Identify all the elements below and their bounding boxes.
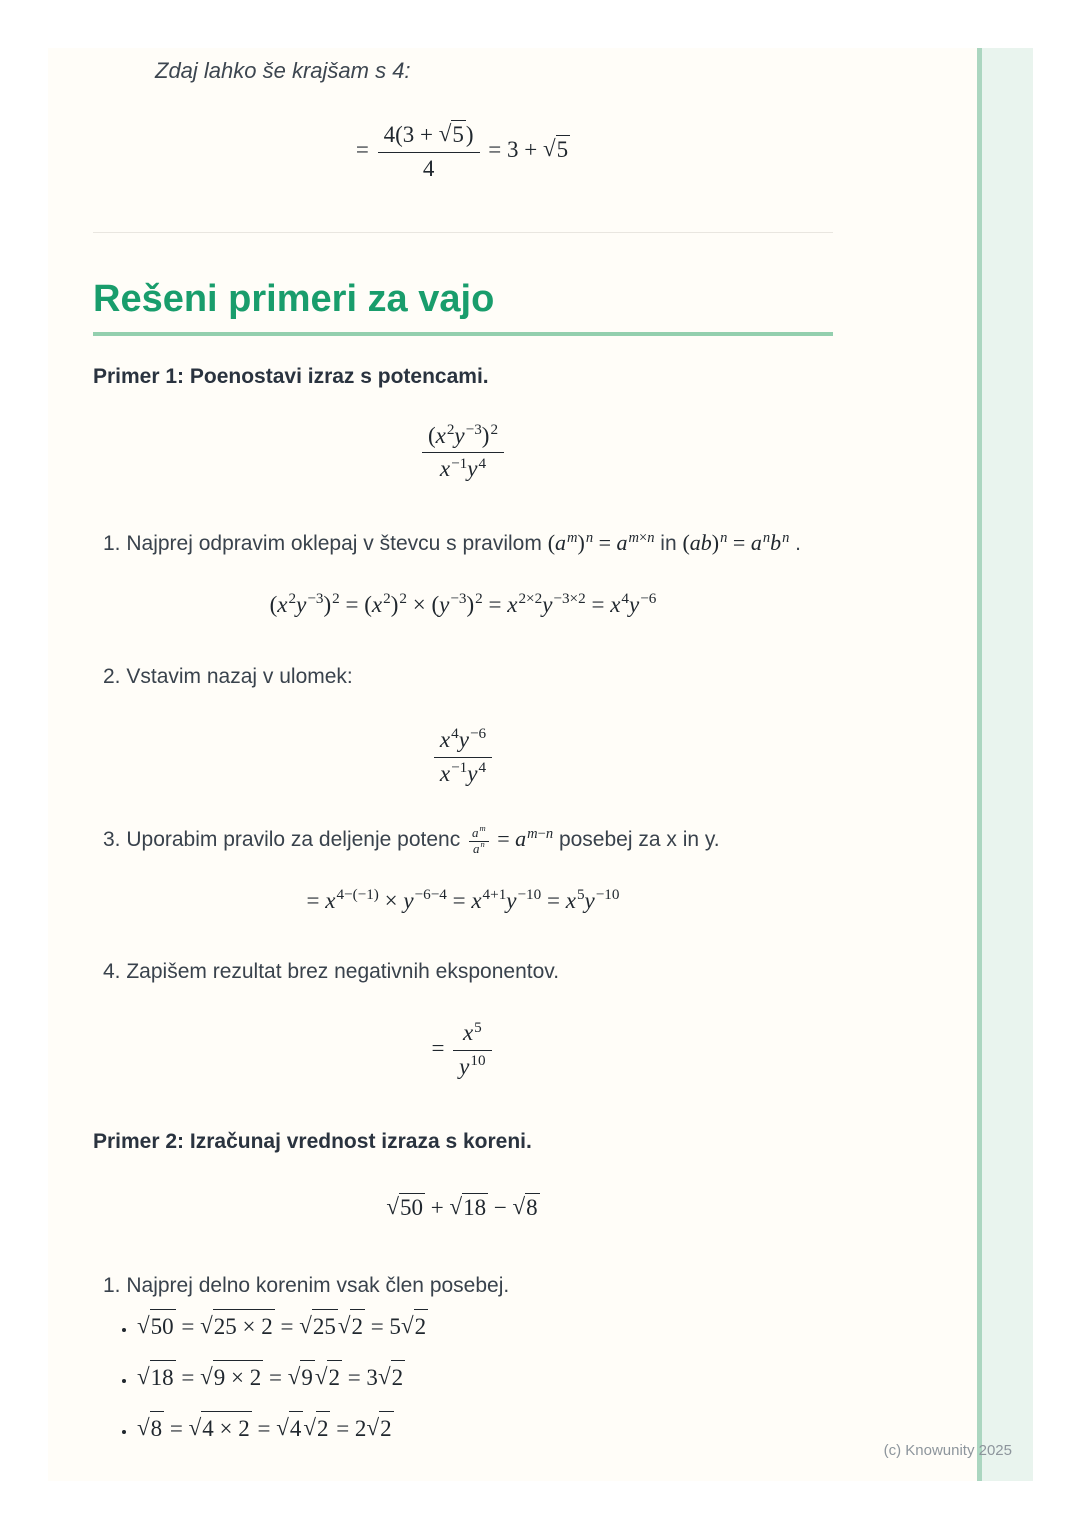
document-card (48, 48, 1033, 1481)
section-title-underline (93, 332, 833, 336)
primer1-title: Primer 1: Poenostavi izraz s potencami. (93, 364, 489, 388)
step3-text-pre: 3. Uporabim pravilo za deljenje potenc (103, 828, 467, 852)
primer2-expression: √50 + √18 − √8 (93, 1193, 833, 1223)
step1-text-pre: 1. Najprej odpravim oklepaj v števcu s pravilom (103, 532, 548, 555)
section-divider (93, 232, 833, 233)
primer1-step4-equation: = $\frac{x^5}{y^{10}}$ (93, 1017, 833, 1084)
document-content (93, 48, 833, 1449)
primer1-step1 (93, 528, 833, 559)
primer1-expression: $\frac{(x^2y^{-3})^2}{x^{-1}y^4}$ (93, 420, 833, 487)
green-accent-bar (977, 48, 1033, 1481)
step3-inline-math-quotient-rule: $\frac{a^m}{a^n}$ = $a^{m-n}$ (466, 826, 553, 851)
primer1-step4: 4. Zapišem rezultat brez negativnih eksponentov. (103, 960, 560, 984)
intro-note: Zdaj lahko še krajšam s 4: (155, 58, 411, 83)
equation-simplify-by-4: = $\frac{4(3 + √5)}{4}$ = 3 + √5 (93, 118, 833, 186)
bullet-sqrt18-math: √18 = √9 × 2 = √9√2 = 3√2 (137, 1365, 405, 1390)
bullet-sqrt8 (137, 1411, 833, 1449)
primer2-step1: 1. Najprej delno korenim vsak člen posebej. (103, 1273, 510, 1297)
bullet-sqrt50 (137, 1309, 833, 1347)
bullet-sqrt50-math: √50 = √25 × 2 = √25√2 = 5√2 (137, 1314, 428, 1339)
bullet-sqrt8-math: √8 = √4 × 2 = √4√2 = 2√2 (137, 1416, 394, 1441)
section-title: Rešeni primeri za vajo (93, 277, 495, 320)
primer1-step2-equation: $\frac{x^4y^{-6}}{x^{-1}y^4}$ (93, 724, 833, 791)
primer2-title: Primer 2: Izračunaj vrednost izraza s koreni. (93, 1129, 532, 1153)
primer1-step2: 2. Vstavim nazaj v ulomek: (103, 664, 353, 688)
step1-inline-math-power-rule: $(a^m)^n = a^{m\times n}$ (547, 529, 655, 555)
primer1-step1-equation: $(x^2y^{-3})^2 = (x^2)^2 \times (y^{-3})^2 = x^{2\times 2}y^{-3\times 2} = x^4y^{-6}$ (269, 590, 657, 617)
primer1-step3-equation: = $x^{4-(-1)} \times y^{-6-4} = x^{4+1}y^{-10} = x^5y^{-10}$ (306, 885, 620, 913)
step1-text-mid: in (654, 532, 683, 555)
step1-text-post: . (789, 532, 802, 555)
step1-inline-math-product-rule: $(ab)^n = a^nb^n$ (682, 529, 790, 555)
bullet-sqrt18 (137, 1360, 833, 1398)
step3-text-post: posebej za x in y. (553, 828, 720, 852)
primer1-step3 (93, 824, 833, 856)
primer2-bullet-list (93, 1309, 833, 1449)
copyright-notice: (c) Knowunity 2025 (883, 1442, 1012, 1459)
